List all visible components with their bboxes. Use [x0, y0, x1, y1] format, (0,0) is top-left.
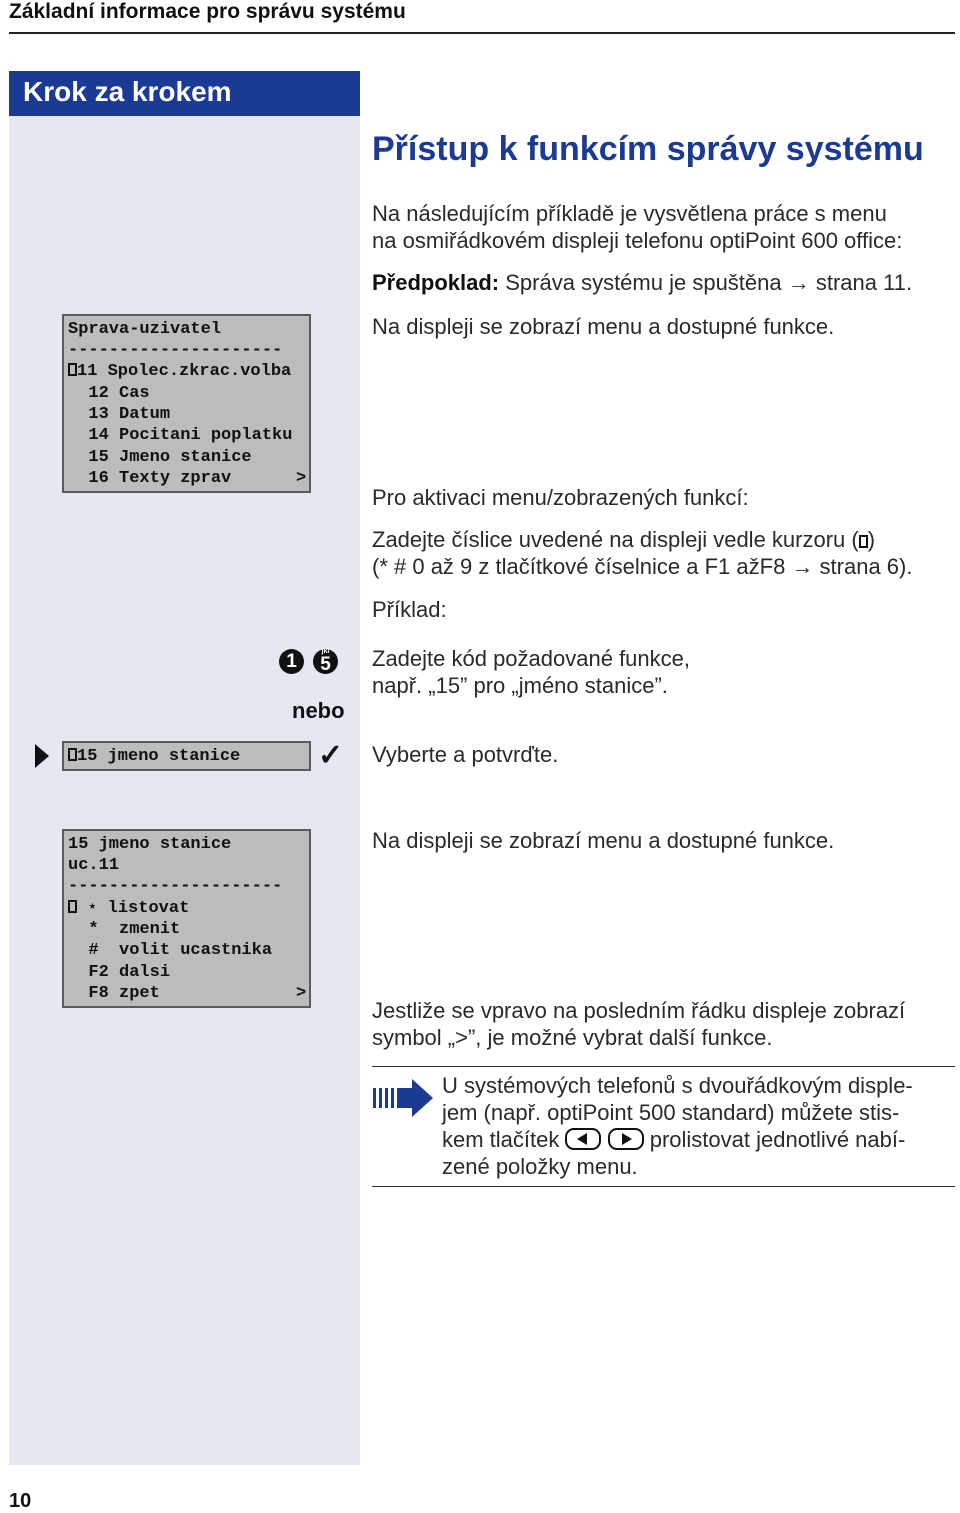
prerequisite-text: Správa systému je spuštěna — [499, 270, 788, 295]
note-top-rule — [372, 1066, 955, 1067]
play-arrow-icon — [34, 743, 50, 769]
more-functions-paragraph: Jestliže se vpravo na posledním řádku displeje zobrazí symbol „>”, je možné vybrat další funkce. — [372, 998, 906, 1050]
step-by-step-heading: Krok za krokem — [23, 76, 232, 107]
display-line: # volit ucastnika — [68, 941, 273, 960]
more-indicator: > — [296, 984, 307, 1003]
or-label: nebo — [292, 698, 345, 723]
display-line: 15 Jmeno stanice — [68, 448, 252, 467]
display-line: 12 Cas — [68, 384, 150, 403]
display-line: 15 jmeno stanice — [68, 835, 232, 854]
key-1-icon: 1 — [279, 649, 304, 674]
enter-digits-paragraph: Zadejte číslice uvedené na displeji vedle kurzoru ( ) (* # 0 až 9 z tlačítkové číselnice a F1 ažF8 → strana 6). — [372, 527, 913, 579]
section-title: Přístup k funkcím správy systému — [372, 130, 924, 168]
note-arrow-icon — [372, 1078, 434, 1118]
scroll-right-key-icon — [608, 1128, 644, 1150]
phone-display-menu — [62, 314, 311, 493]
display-line-cursor: ⋆ listovat — [68, 898, 189, 919]
star-key-icon: * — [379, 554, 388, 579]
display-line: F2 dalsi — [68, 963, 171, 982]
phone-display-submenu — [62, 829, 311, 1008]
intro-line-1: Na následujícím příkladě je vysvětlena práce s menu — [372, 201, 887, 226]
reference-arrow-icon: → — [787, 270, 810, 295]
select-confirm-text: Vyberte a potvrďte. — [372, 742, 559, 767]
example-label: Příklad: — [372, 597, 447, 622]
key-5-icon: jkl 5 — [313, 649, 338, 674]
display-shows-text-2: Na displeji se zobrazí menu a dostupné funkce. — [372, 828, 835, 853]
display-line: 13 Datum — [68, 405, 171, 424]
enter-code-paragraph: Zadejte kód požadované funkce, např. „15” pro „jméno stanice”. — [372, 646, 691, 698]
header-divider — [9, 32, 955, 34]
cursor-icon — [859, 535, 868, 548]
page-header-title: Základní informace pro správu systému — [9, 0, 406, 23]
note-paragraph: U systémových telefonů s dvouřádkovým disple- jem (např. optiPoint 500 standard) můžete stis- kem tlačítek prolistovat jednotlivé nabí- zené položky menu. — [442, 1073, 913, 1179]
display-line: uc.11 — [68, 856, 120, 875]
display-line: Sprava-uzivatel — [68, 320, 222, 339]
intro-line-2: na osmiřádkovém displeji telefonu optiPoint 600 office: — [372, 228, 903, 253]
intro-paragraph — [372, 200, 902, 254]
display-shows-text-1: Na displeji se zobrazí menu a dostupné funkce. — [372, 314, 835, 339]
scroll-left-key-icon — [565, 1128, 601, 1150]
display-line-cursor: 11 Spolec.zkrac.volba — [68, 361, 291, 382]
display-select-row[interactable]: 15 jmeno stanice — [62, 741, 311, 771]
prerequisite — [372, 269, 912, 296]
display-line: 14 Pocitani poplatku — [68, 426, 293, 445]
checkmark-icon[interactable]: ✓ — [318, 739, 344, 772]
activate-heading: Pro aktivaci menu/zobrazených funkcí: — [372, 485, 749, 510]
display-line: 16 Texty zprav — [68, 469, 232, 488]
more-indicator: > — [296, 469, 307, 488]
cursor-icon — [68, 363, 77, 376]
star-key-icon: ⋆ — [87, 899, 98, 918]
display-line: F8 zpet — [68, 984, 160, 1003]
note-bottom-rule — [372, 1186, 955, 1187]
prerequisite-page-ref: strana 11. — [809, 270, 913, 295]
cursor-icon — [68, 900, 77, 913]
display-line: * zmenit — [68, 920, 181, 939]
cursor-icon — [68, 748, 77, 761]
prerequisite-label: Předpoklad: — [372, 270, 500, 295]
reference-arrow-icon: → — [791, 554, 814, 579]
display-separator: --------------------- — [68, 877, 283, 896]
display-separator: --------------------- — [68, 341, 283, 360]
page-number: 10 — [9, 1490, 32, 1512]
